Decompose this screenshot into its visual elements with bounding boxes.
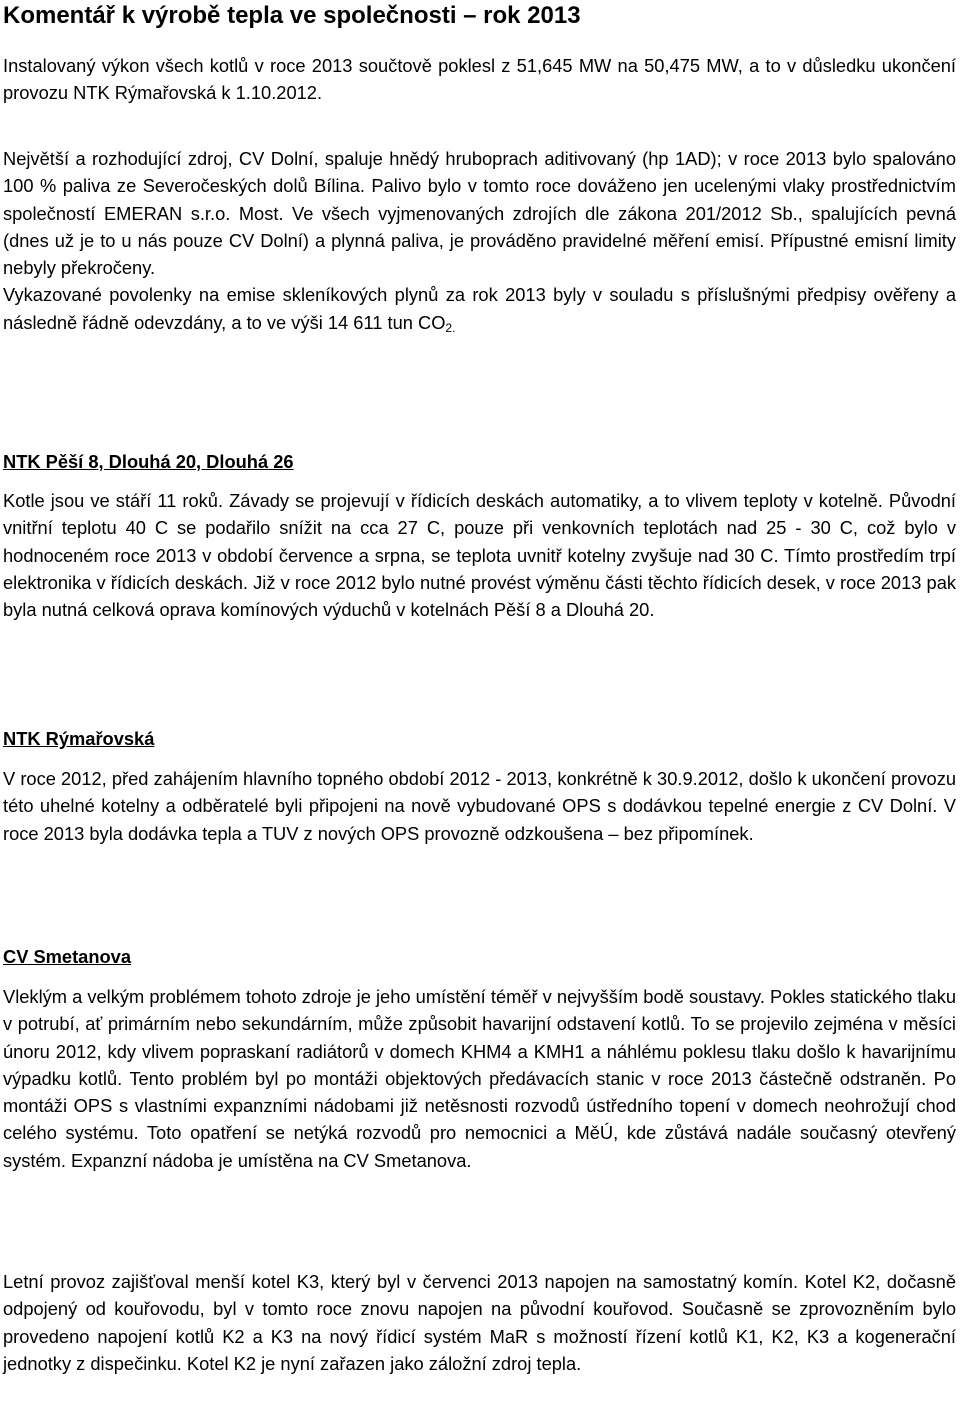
- section-rymarovska-body: [3, 765, 956, 847]
- section-heading-rymarovska: NTK Rýmařovská: [3, 728, 155, 749]
- section-smetanova-text-2: Letní provoz zajišťoval menší kotel K3, který byl v červenci 2013 napojen na samostatný komín. Kotel K2, dočasně odpojený od kouřovodu, byl v tomto roce znovu napojen na původní kouřovod. Současně se zprovozněním bylo provedeno napojení kotlů K2 a K3 na nový řídicí systém MaR s možností řízení kotlů K1, K2, K3 a kogenerační jednotky z dispečinku. Kotel K2 je nyní zařazen jako záložní zdroj tepla.: [3, 1271, 956, 1374]
- section-pesi-body: [3, 487, 956, 623]
- section-rymarovska-text: V roce 2012, před zahájením hlavního topného období 2012 - 2013, konkrétně k 30.9.2012, došlo k ukončení provozu této uhelné kotelny a odběratelé byli připojeni na nově vybudované OPS s dodávkou tepelné energie z CV Dolní. V roce 2013 byla dodávka tepla a TUV z nových OPS provozně odzkoušena – bez připomínek.: [3, 768, 956, 844]
- section-smetanova-body-2: [3, 1268, 956, 1377]
- section-smetanova-text-1: Vleklým a velkým problémem tohoto zdroje je jeho umístění téměř v nejvyšším bodě soustavy. Pokles statického tlaku v potrubí, ať primárním nebo sekundárním, může způsobit havarijní odstavení kotlů. To se projevilo zejména v měsíci únoru 2012, kdy vlivem popraskaní radiátorů v domech KHM4 a KMH1 a náhlému poklesu tlaku došlo k havarijnímu výpadku kotlů. Tento problém byl po montáži objektových předávacích stanic v roce 2013 částečně odstraněn. Po montáži OPS s vlastními expanzními nádobami již netěsnosti rozvodů ústředního topení v domech neohrožují chod celého systému. Toto opatření se netýká rozvodů pro nemocnici a MěÚ, kde zůstává nadále současný otevřený systém. Expanzní nádoba je umístěna na CV Smetanova.: [3, 986, 956, 1171]
- intro-allowances-text: Vykazované povolenky na emise skleníkových plynů za rok 2013 byly v souladu s příslušnými předpisy ověřeny a následně řádně odevzdány, a to ve výši 14 611 tun CO: [3, 284, 956, 333]
- document-title: Komentář k výrobě tepla ve společnosti – rok 2013: [3, 2, 581, 29]
- intro-paragraph-capacity: [3, 52, 956, 107]
- section-heading-smetanova: CV Smetanova: [3, 946, 132, 967]
- intro-fuel-text: Největší a rozhodující zdroj, CV Dolní, spaluje hnědý hruboprach aditivovaný (hp 1AD); v roce 2013 bylo spalováno 100 % paliva ze Severočeských dolů Bílina. Palivo bylo v tomto roce dováženo jen ucelenými vlaky prostřednictvím společností EMERAN s.r.o. Most. Ve všech vyjmenovaných zdrojích dle zákona 201/2012 Sb., spalujících pevná (dnes už je to u nás pouze CV Dolní) a plynná paliva, je prováděno pravidelné měření emisí. Přípustné emisní limity nebyly překročeny.: [3, 148, 956, 279]
- intro-capacity-text: Instalovaný výkon všech kotlů v roce 2013 součtově poklesl z 51,645 MW na 50,475 MW, a to v důsledku ukončení provozu NTK Rýmařovská k 1.10.2012.: [3, 55, 956, 104]
- section-pesi-text: Kotle jsou ve stáří 11 roků. Závady se projevují v řídicích deskách automatiky, a to vlivem teploty v kotelně. Původní vnitřní teplotu 40 C se podařilo snížit na cca 27 C, pouze při venkovních teplotách nad 25 - 30 C, což bylo v hodnoceném roce 2013 v období července a srpna, se teplota uvnitř kotelny zvyšuje nad 30 C. Tímto prostředím trpí elektronika v řídicích deskách. Již v roce 2012 bylo nutné provést výměnu části těchto řídicích desek, v roce 2013 pak byla nutná celková oprava komínových výduchů v kotelnách Pěší 8 a Dlouhá 20.: [3, 490, 956, 621]
- section-heading-pesi: NTK Pěší 8, Dlouhá 20, Dlouhá 26: [3, 451, 294, 472]
- section-smetanova-body-1: [3, 983, 956, 1174]
- intro-paragraph-fuel: [3, 145, 956, 342]
- intro-allowances-paragraph: [3, 281, 956, 342]
- co2-subscript: 2.: [445, 320, 456, 335]
